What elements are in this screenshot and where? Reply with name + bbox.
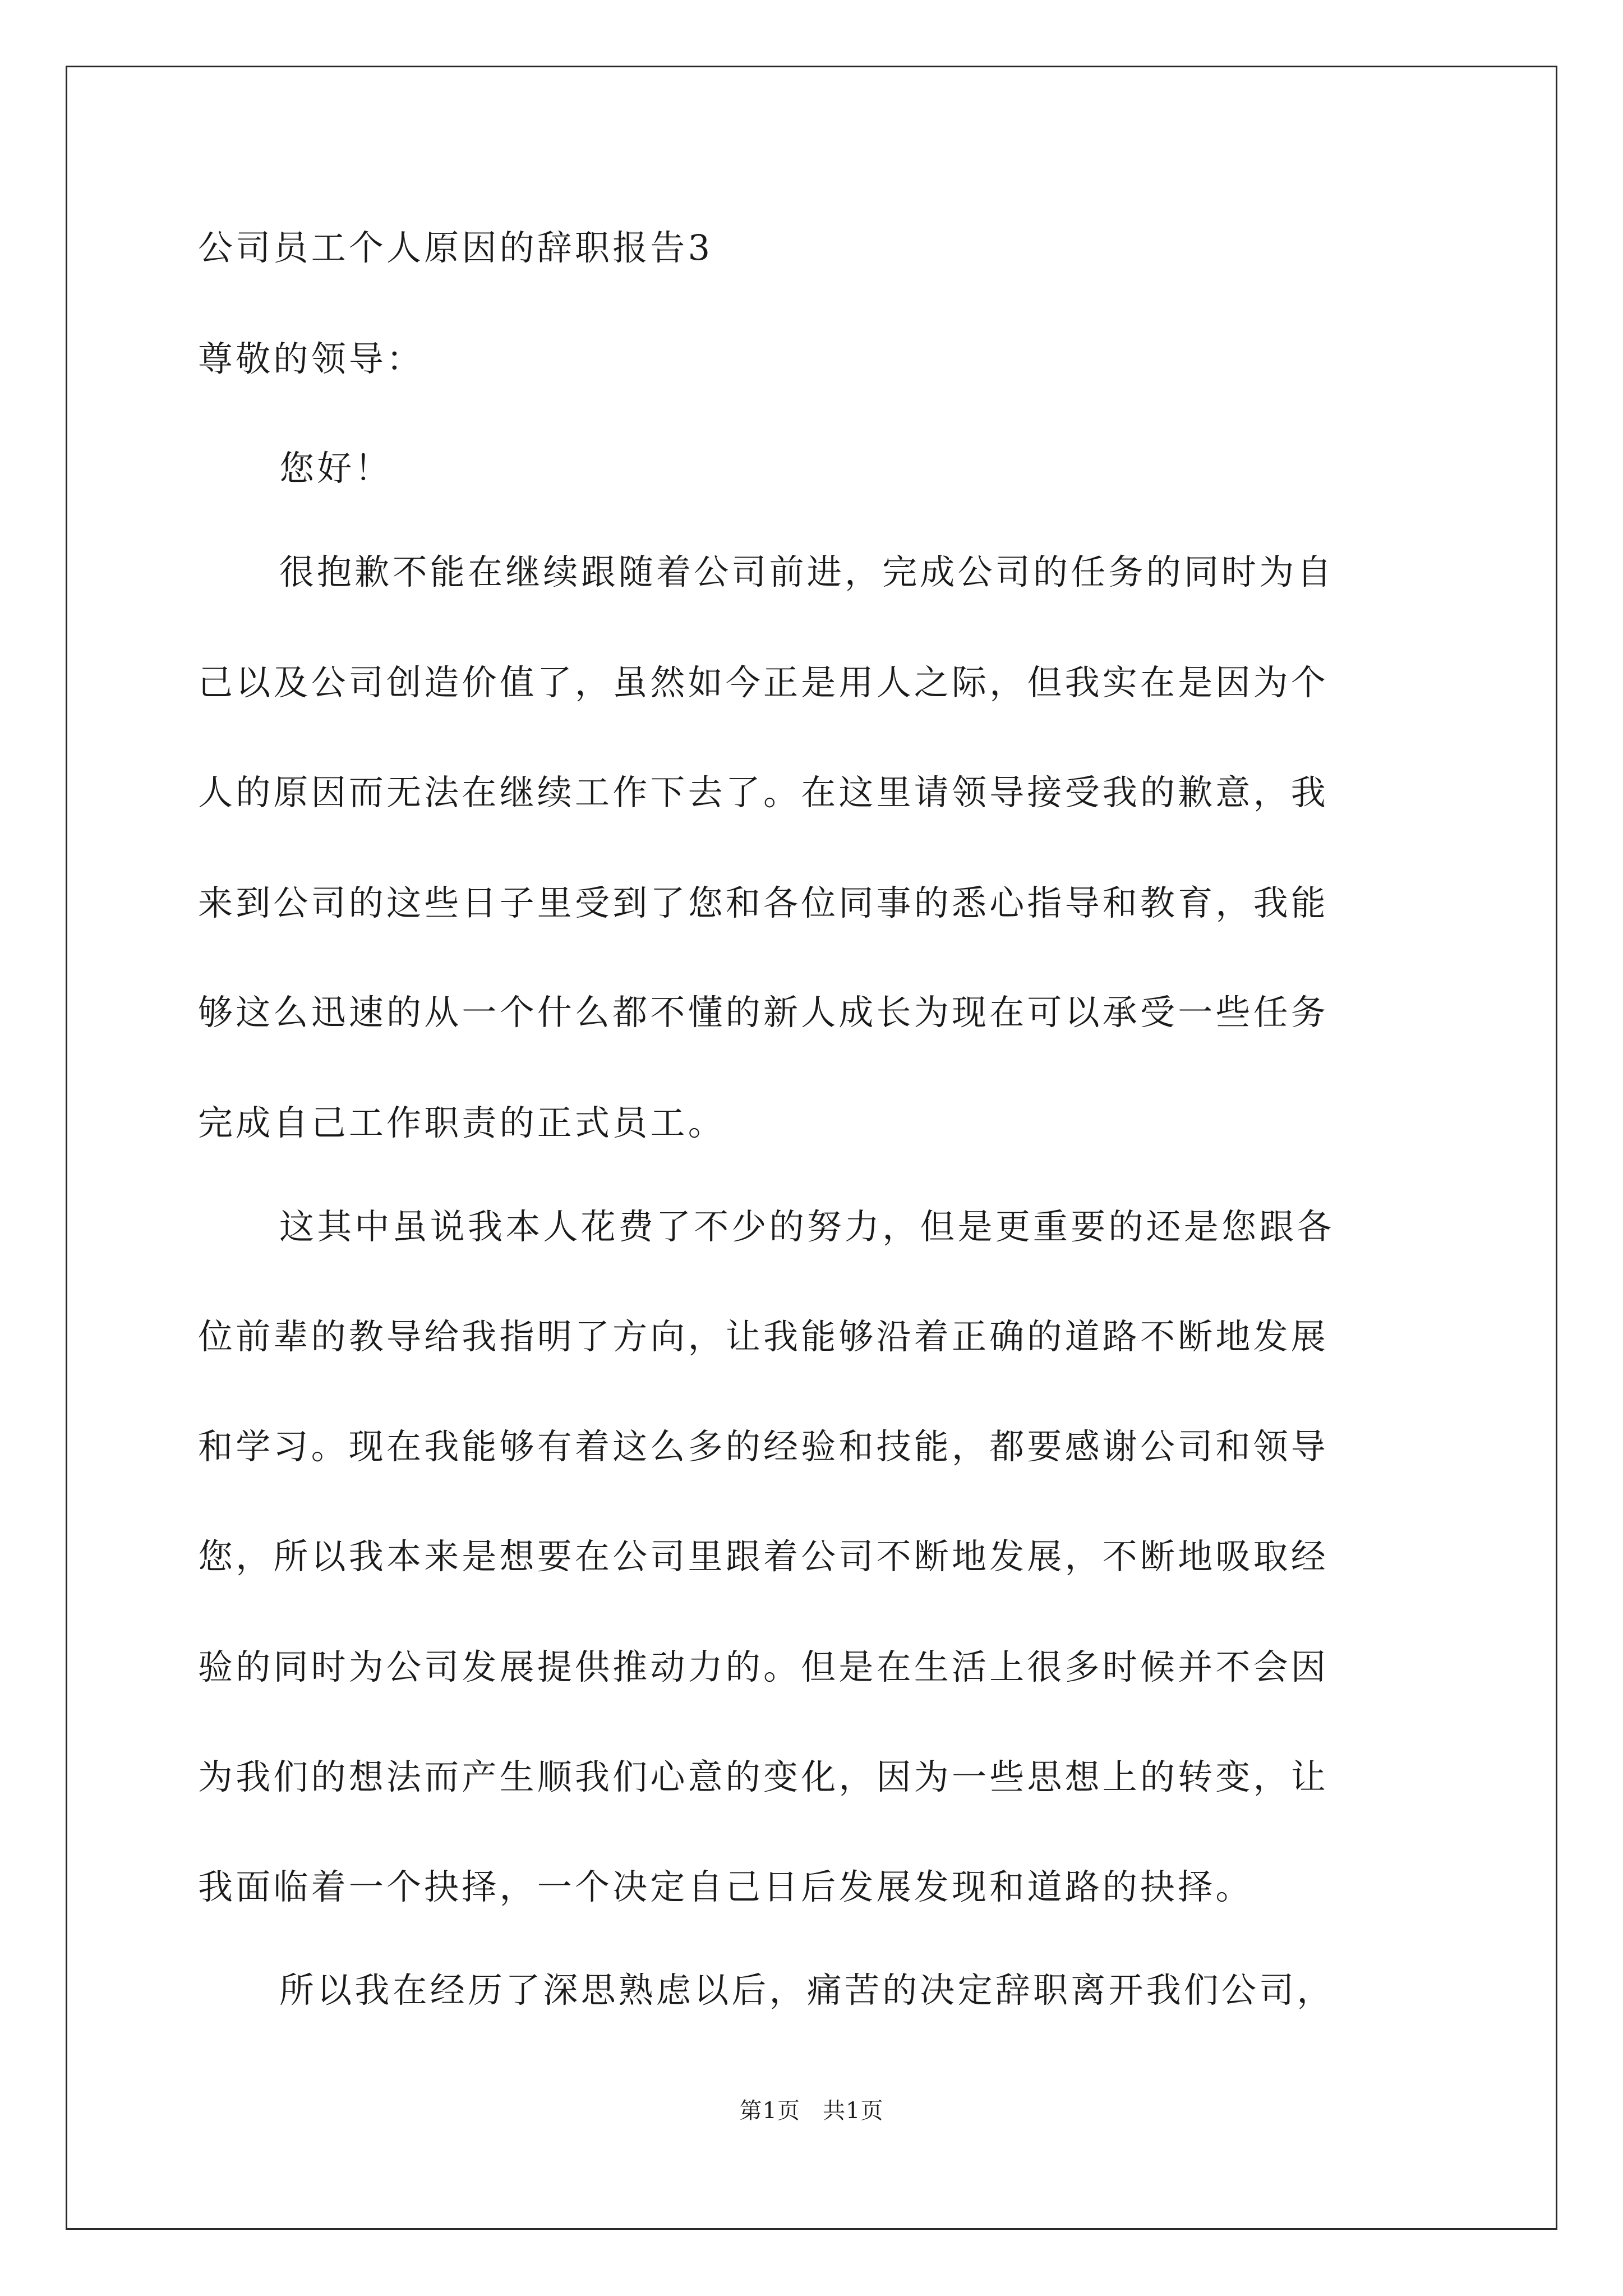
body-line: 和学习。现在我能够有着这么多的经验和技能，都要感谢公司和领导 (198, 1426, 1329, 1467)
page-footer (0, 2097, 1623, 2125)
body-line: 我面临着一个抉择，一个决定自己日后发展发现和道路的抉择。 (198, 1866, 1253, 1907)
body-line: 完成自己工作职责的正式员工。 (198, 1102, 726, 1143)
page-count: 共1页 (823, 2098, 884, 2124)
body-line: 很抱歉不能在继续跟随着公司前进，完成公司的任务的同时为自 (279, 551, 1335, 592)
greeting: 您好！ (279, 448, 393, 489)
body-line: 己以及公司创造价值了，虽然如今正是用人之际，但我实在是因为个 (198, 662, 1329, 703)
body-line: 来到公司的这些日子里受到了您和各位同事的悉心指导和教育，我能 (198, 882, 1329, 923)
page-number: 第1页 (739, 2098, 800, 2124)
body-line: 位前辈的教导给我指明了方向，让我能够沿着正确的道路不断地发展 (198, 1316, 1329, 1357)
body-line: 所以我在经历了深思熟虑以后，痛苦的决定辞职离开我们公司， (279, 1970, 1335, 2010)
body-line: 您，所以我本来是想要在公司里跟着公司不断地发展，不断地吸取经 (198, 1536, 1329, 1577)
body-line: 够这么迅速的从一个什么都不懂的新人成长为现在可以承受一些任务 (198, 992, 1329, 1033)
document-title: 公司员工个人原因的辞职报告3 (198, 227, 713, 268)
body-line: 这其中虽说我本人花费了不少的努力，但是更重要的还是您跟各 (279, 1206, 1335, 1247)
salutation: 尊敬的领导： (198, 338, 425, 379)
body-line: 为我们的想法而产生顺我们心意的变化，因为一些思想上的转变，让 (198, 1756, 1329, 1797)
body-line: 人的原因而无法在继续工作下去了。在这里请领导接受我的歉意，我 (198, 772, 1329, 813)
body-line: 验的同时为公司发展提供推动力的。但是在生活上很多时候并不会因 (198, 1646, 1329, 1687)
